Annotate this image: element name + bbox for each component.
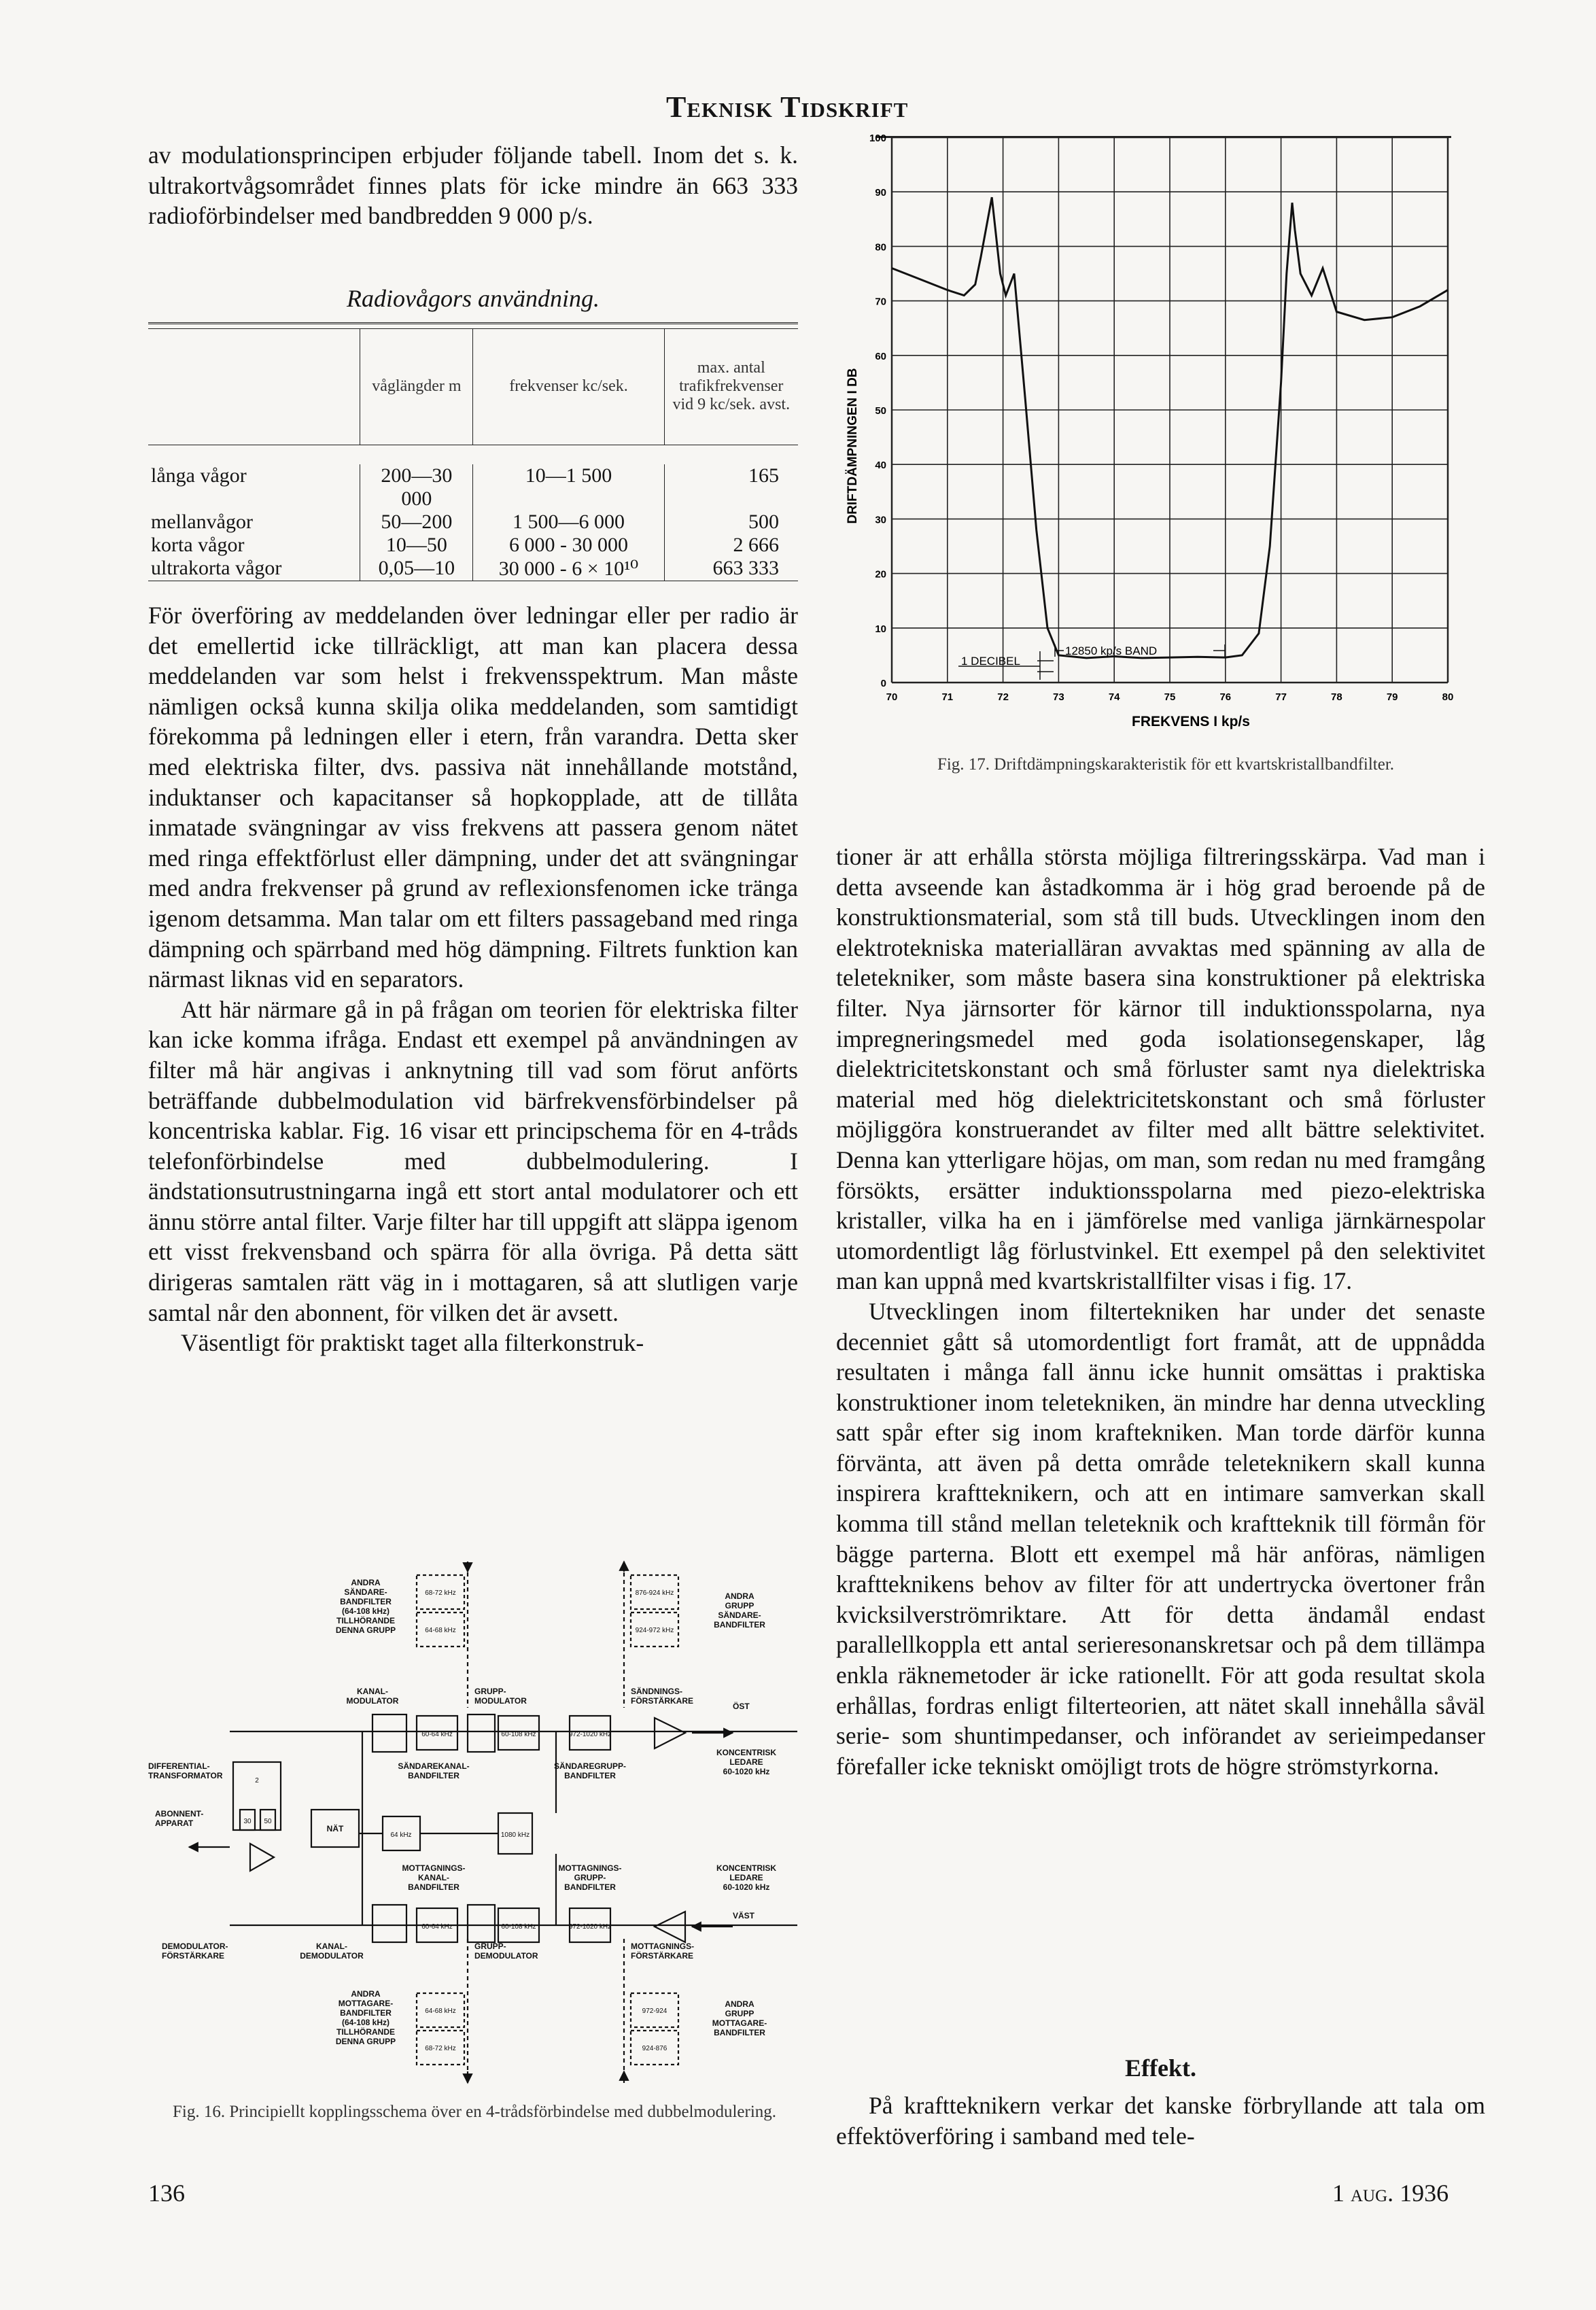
fig16-caption: Fig. 16. Principiellt kopplingsschema över en 4-trådsförbindelse med dubbelmodulering. [172,2103,777,2121]
x-tick-label: 78 [1331,691,1342,703]
x-tick-label: 75 [1164,691,1176,703]
label-differential [148,1761,223,1780]
cell-count: 663 333 [664,557,798,581]
svg-text:LEDARE: LEDARE [729,1873,763,1882]
table-row [148,534,798,557]
header-wavelength: våglängder m [360,329,473,445]
label-koncentrisk-top [716,1748,776,1776]
box-label: 68-72 kHz [425,2045,456,2052]
svg-text:TILLHÖRANDE: TILLHÖRANDE [336,2027,395,2037]
svg-text:GRUPP: GRUPP [725,2009,754,2018]
label-andra-grupp-sandare [714,1591,765,1630]
svg-text:ANDRA: ANDRA [725,1591,754,1601]
svg-text:MOTTAGNINGS-: MOTTAGNINGS- [558,1863,622,1873]
header-count: max. antal trafikfrekvenser vid 9 kc/sek. avst. [664,329,798,445]
svg-text:KANAL-: KANAL- [316,1942,347,1951]
fig16-diagram [148,1558,801,2088]
wave-table [148,322,798,581]
y-tick-label: 80 [875,241,886,254]
box-label: 60-64 kHz [421,1923,453,1931]
cell-frequency: 6 000 - 30 000 [473,534,664,557]
fig17-chart [836,133,1468,745]
svg-text:MOTTAGNINGS-: MOTTAGNINGS- [631,1942,695,1951]
svg-text:BANDFILTER: BANDFILTER [408,1771,459,1780]
svg-text:SÄNDNINGS-: SÄNDNINGS- [631,1687,683,1696]
svg-text:SÄNDAREKANAL-: SÄNDAREKANAL- [398,1761,470,1771]
label-grupp-modulator [474,1687,527,1706]
page-number: 136 [148,2179,185,2207]
box-label: 64-68 kHz [425,2007,456,2015]
svg-text:TILLHÖRANDE: TILLHÖRANDE [336,1616,395,1625]
svg-text:GRUPP-: GRUPP- [574,1873,606,1882]
svg-text:FÖRSTÄRKARE: FÖRSTÄRKARE [631,1696,693,1706]
cell-count: 165 [664,464,798,511]
svg-text:GRUPP-: GRUPP- [474,1942,506,1951]
header-frequency: frekvenser kc/sek. [473,329,664,445]
box-label: 972-924 [642,2007,667,2015]
box-label: 876-924 kHz [635,1589,674,1597]
label-mottagnings-kanal [402,1863,465,1892]
y-tick-label: 10 [875,623,886,635]
section-heading: Effekt. [1125,2054,1196,2082]
x-axis-label: FREKVENS I kp/s [1132,714,1250,729]
label-andra-grupp-mottagare [712,1999,767,2037]
svg-text:KONCENTRISK: KONCENTRISK [716,1863,777,1873]
svg-text:SÄNDAREGRUPP-: SÄNDAREGRUPP- [553,1761,627,1771]
svg-text:BANDFILTER: BANDFILTER [340,2008,392,2018]
label-grupp-demodulator [474,1942,538,1961]
label-mottagnings-grupp [558,1863,621,1892]
cell-wavelength: 0,05—10 [360,557,473,581]
svg-text:MOTTAGARE-: MOTTAGARE- [338,1999,394,2008]
cell-count: 2 666 [664,534,798,557]
row-label: mellanvågor [151,510,253,533]
issue-date: 1 aug. 1936 [1332,2179,1449,2207]
y-tick-label: 60 [875,350,886,362]
svg-text:DEMODULATOR-: DEMODULATOR- [162,1942,228,1951]
intro-paragraph: av modulationsprincipen erbjuder följande tabell. Inom det s. k. ultrakortvågsområdet finnes plats för icke mindre än 663 333 radioförbindelser med bandbredden 9 000 p/s. [148,141,798,230]
y-tick-label: 90 [875,187,886,199]
x-tick-label: 80 [1442,691,1454,703]
decibel-label: 1 DECIBEL [961,655,1020,668]
label-mottagnings-forstarkare [631,1942,694,1961]
cell-wavelength: 200—30 000 [360,464,473,511]
svg-text:(64-108 kHz): (64-108 kHz) [341,2018,390,2027]
y-axis-label: DRIFTDÄMPNINGEN I DB [846,368,860,524]
x-tick-label: 71 [941,691,954,703]
svg-text:BANDFILTER: BANDFILTER [340,1597,392,1606]
label-sandnings-forstarkare [631,1686,693,1706]
label-vast: VÄST [733,1911,755,1920]
running-head: Teknisk Tidskrift [666,90,909,124]
svg-text:SÄNDARE-: SÄNDARE- [344,1587,387,1597]
y-tick-label: 70 [875,296,886,308]
y-tick-label: 30 [875,514,886,526]
box-label: 60-64 kHz [421,1731,453,1738]
cell-frequency: 30 000 - 6 × 10¹⁰ [473,557,664,581]
svg-text:ANDRA: ANDRA [725,1999,754,2009]
table-title: Radiovågors användning. [347,285,600,312]
x-tick-label: 74 [1108,691,1120,703]
svg-text:DIFFERENTIAL-: DIFFERENTIAL- [148,1761,210,1771]
paragraph: tioner är att erhålla största möjliga filtreringsskärpa. Vad man i detta avseende kan åstadkomma är i hög grad beroende på de konstruktionsmaterial, som stå till buds. Utvecklingen inom den elektrotekniska materialläran avvaktas med spänning av alla de teletekniker, som måste basera sina konstruktioner på elektriska filter. Nya järnsorter för kärnor till induktionsspolarna, nya impregneringsmedel med goda isolationsegenskaper, låg dielektricitetskonstant och små förluster samt nya dielektriska material med hög dielektricitetskonstant och små förluster möjliggöra konstruerandet av filter med allt bättre selektivitet. Denna kan ytterligare höjas, om man, som redan nu med framgång försökts, ersätter induktionsspolarna med piezo-elektriska kristaller, vilka ha en i jämförelse med vanliga järnkärnespolar utomordentligt låg förlustvinkel. Ett exempel på den selektivitet man kan uppnå med kvartskristallfilter visas i fig. 17. [836,843,1485,1295]
label-nat: NÄT [326,1824,344,1833]
paragraph: Utvecklingen inom filtertekniken har under det senaste decenniet gått så utomordentligt fort framåt, att de uppnådda resultaten i många fall ännu icke hunnit omsättas i praktiska konstruktioner inom teletekniken, än mindre har denna utveckling satt spår efter sig inom kraftekniken. Man torde därför kunna förvänta, att även på detta område teleteknikern skall kunna inspirera kraftteknikern, och att en intimare samverkan skall komma till stånd mellan teleteknik och kraftteknik till förmån för bägge parterna. Blott ett exempel må här anföras, nämligen kraftteknikens behov av filter för att undertrycka övertoner från kvicksilverströmriktare. Att för detta ändamål endast parallellkoppla ett antal serieresonanskretsar och på dem tillämpa enkla räknemetoder är icke rationellt. För att goda resultat skola erhållas, fordras enligt filterteorien, att nätet skall innehålla såväl serie- som shuntimpedanser, och införandet av serieimpedanser förefaller icke tekniskt omöjligt trots de högre strömstyrkorna. [836,1297,1485,1780]
table-row [148,464,798,511]
x-tick-label: 70 [886,691,898,703]
svg-text:DEMODULATOR: DEMODULATOR [474,1951,538,1961]
y-tick-labels [869,133,886,689]
svg-text:LEDARE: LEDARE [729,1757,763,1767]
svg-text:MOTTAGNINGS-: MOTTAGNINGS- [402,1863,466,1873]
svg-text:APPARAT: APPARAT [155,1818,194,1828]
row-label: långa vågor [151,464,247,487]
right-body-text [836,842,1485,1781]
label-andra-sandare [336,1578,396,1635]
svg-text:KANAL-: KANAL- [418,1873,449,1882]
label-sandaregrupp [554,1761,626,1780]
svg-text:TRANSFORMATOR: TRANSFORMATOR [148,1771,223,1780]
y-tick-label: 0 [880,678,886,689]
svg-text:BANDFILTER: BANDFILTER [408,1882,459,1892]
table-row [148,557,798,581]
box-label: 1080 kHz [500,1831,530,1839]
box-label: 60-108 kHz [501,1923,536,1931]
svg-text:BANDFILTER: BANDFILTER [564,1771,616,1780]
paragraph: För överföring av meddelanden över ledningar eller per radio är det emellertid icke tillräckligt, att man kan placera dessa meddelanden var som helst i frekvensspektrum. Man måste nämligen också kunna skilja olika meddelanden, som samtidigt förekomma på ledningen eller i etern, från varandra. Detta sker med elektriska filter, dvs. passiva nät innehållande motstånd, induktanser och kapacitanser så hopkopplade, att de tillåta inmatade svängningar av viss frekvens att passera genom nätet med ringa effektförlust eller dämpning, under det att svängningar med andra frekvenser på grund av reflexionsfenomen icke tränga igenom detsamma. Man talar om ett filters passageband med ringa dämpning och spärrband med hög dämpning. Filtrets funktion kan närmast liknas vid en separators. [148,602,798,993]
x-tick-label: 72 [997,691,1009,703]
svg-text:ANDRA: ANDRA [351,1578,381,1587]
y-tick-label: 40 [875,460,886,472]
label-kanal-demodulator [300,1942,364,1961]
box-label: 924-972 kHz [635,1627,674,1634]
svg-text:MODULATOR: MODULATOR [474,1696,527,1706]
x-tick-label: 73 [1053,691,1064,703]
svg-text:MODULATOR: MODULATOR [346,1696,399,1706]
x-tick-label: 79 [1386,691,1398,703]
svg-text:60-1020 kHz: 60-1020 kHz [723,1767,770,1776]
cell-frequency: 1 500—6 000 [473,511,664,534]
section-text: På kraftteknikern verkar det kanske förbryllande att tala om effektöverföring i samband med tele- [836,2092,1485,2150]
svg-text:60-1020 kHz: 60-1020 kHz [723,1882,770,1892]
box-label: 64-68 kHz [425,1627,456,1634]
left-body-text [148,600,798,1358]
row-label: korta vågor [151,533,245,556]
chart-grid [892,137,1448,683]
y-tick-label: 20 [875,568,886,581]
svg-text:(64-108 kHz): (64-108 kHz) [341,1606,390,1616]
svg-text:GRUPP-: GRUPP- [474,1687,506,1696]
label-ost: ÖST [733,1702,750,1711]
paragraph: Väsentligt för praktiskt taget alla filterkonstruk- [181,1329,644,1357]
box-label: 972-1020 kHz [568,1923,612,1931]
svg-text:KANAL-: KANAL- [357,1687,388,1696]
svg-text:KONCENTRISK: KONCENTRISK [716,1748,777,1757]
table-row [148,511,798,534]
x-tick-label: 76 [1219,691,1232,703]
y-tick-label: 100 [869,133,886,144]
band-annotation [1055,644,1225,657]
label-kanal-modulator [347,1687,399,1706]
cell-frequency: 10—1 500 [473,464,664,511]
cell-count: 500 [664,511,798,534]
box-label: 972-1020 kHz [568,1731,612,1738]
svg-text:FÖRSTÄRKARE: FÖRSTÄRKARE [162,1951,224,1961]
box-label: 50 [264,1818,272,1825]
paragraph: Att här närmare gå in på frågan om teorien för elektriska filter kan icke komma ifråga. Endast ett exempel på användningen av filter må här angivas i anknytning till vad som förut anförts beträffande dubbelmodulation vid bärfrekvensförbindelser på koncentriska kablar. Fig. 16 visar ett principschema för en 4-tråds telefonförbindelse med dubbelmodulering. I ändstationsutrustningarna ingå ett stort antal modulatorer och ett ännu större antal filter. Varje filter har till uppgift att släppa igenom ett visst frekvensband och spärra för alla övriga. På detta sätt dirigeras samtalen rätt väg in i mottagaren, så att slutligen varje samtal når den abonnent, för vilken det är avsett. [148,995,798,1326]
svg-text:ABONNENT-: ABONNENT- [155,1809,204,1818]
svg-text:SÄNDARE-: SÄNDARE- [718,1610,761,1620]
box-label: 30 [243,1818,251,1825]
label-abonnent [155,1809,203,1828]
label-sandarekanal [398,1761,469,1780]
svg-text:GRUPP: GRUPP [725,1601,754,1610]
fig17-caption: Fig. 17. Driftdämpningskarakteristik för ett kvartskristallbandfilter. [937,755,1395,774]
label-koncentrisk-bottom [716,1863,776,1892]
y-tick-label: 50 [875,405,886,417]
svg-text:DENNA GRUPP: DENNA GRUPP [335,1625,396,1635]
label-demodulator-forstarkare [162,1942,228,1961]
box-label: 924-876 [642,2045,667,2052]
box-label: 60-108 kHz [501,1731,536,1738]
svg-text:BANDFILTER: BANDFILTER [564,1882,616,1892]
band-label: 12850 kp/s BAND [1065,644,1158,657]
svg-text:BANDFILTER: BANDFILTER [714,1620,765,1630]
svg-text:DEMODULATOR: DEMODULATOR [300,1951,364,1961]
box-label: 68-72 kHz [425,1589,456,1597]
cell-wavelength: 10—50 [360,534,473,557]
svg-text:BANDFILTER: BANDFILTER [714,2028,765,2037]
row-label: ultrakorta vågor [151,556,282,579]
box-label: 64 kHz [390,1831,412,1839]
x-tick-label: 77 [1275,691,1287,703]
svg-text:MOTTAGARE-: MOTTAGARE- [712,2018,767,2028]
label-andra-mottagare [336,1989,396,2046]
decibel-annotation [958,651,1054,680]
cell-wavelength: 50—200 [360,511,473,534]
box-label: 2 [255,1777,259,1785]
svg-text:DENNA GRUPP: DENNA GRUPP [335,2037,396,2046]
x-tick-labels [886,691,1454,703]
svg-text:ANDRA: ANDRA [351,1989,381,1999]
svg-text:FÖRSTÄRKARE: FÖRSTÄRKARE [631,1951,693,1961]
